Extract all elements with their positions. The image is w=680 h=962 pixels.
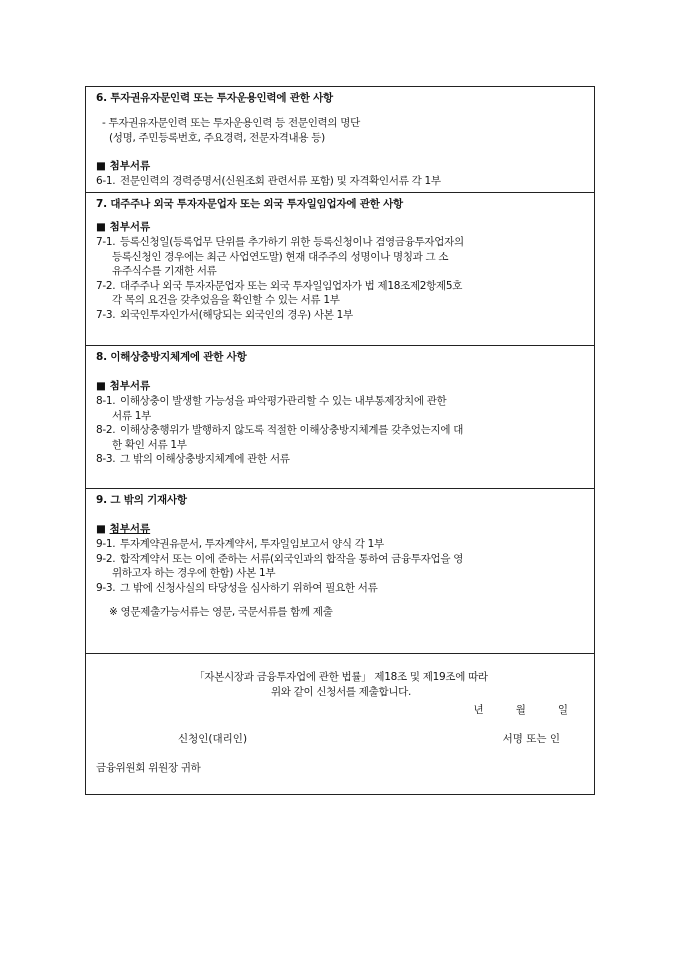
item-number: 9-1. — [96, 538, 116, 550]
section-6-line: - 투자권유자문인력 또는 투자운용인력 등 전문인력의 명단 — [102, 117, 360, 129]
item-text: 대주주나 외국 투자자문업자 또는 외국 투자일임업자가 법 제18조제2항제5호 — [120, 279, 463, 292]
attachments-label: 첨부서류 — [109, 523, 151, 535]
item-text: 그 밖의 이해상충방지체계에 관한 서류 — [120, 453, 290, 465]
attachments-header: ■ 첨부서류 — [96, 221, 151, 233]
item-text: 합작계약서 또는 이에 준하는 서류(외국인과의 합작을 통하여 금융투자업을 영 — [120, 552, 464, 565]
attachments-header: ■ 첨부서류 — [96, 160, 151, 172]
attachment-item — [96, 279, 586, 294]
section-6 — [86, 87, 594, 193]
section-9-title: 9. 그 밖의 기재사항 — [96, 494, 187, 506]
signature-line — [96, 732, 586, 747]
attachment-item — [96, 174, 586, 189]
section-9 — [86, 489, 594, 654]
item-number: 8-3. — [96, 453, 116, 465]
attachments-header: ■ 첨부서류 — [96, 523, 151, 535]
item-number: 8-2. — [96, 424, 116, 436]
signature-label: 서명 또는 인 — [502, 733, 560, 745]
item-text: 등록신청인 경우에는 최근 사업연도말) 현재 대주주의 성명이나 명칭과 그 소 — [112, 250, 449, 263]
attachment-item — [96, 394, 586, 409]
attachment-item — [96, 537, 586, 552]
attachments-label: 첨부서류 — [109, 380, 151, 392]
application-form — [85, 86, 595, 795]
applicant-label: 신청인(대리인) — [178, 733, 248, 745]
section-8-title: 8. 이해상충방지체계에 관한 사항 — [96, 351, 247, 363]
date-line — [96, 703, 586, 718]
item-number: 9-2. — [96, 552, 116, 565]
item-text: 투자계약권유문서, 투자계약서, 투자일임보고서 양식 각 1부 — [120, 538, 384, 550]
section-7 — [86, 193, 594, 346]
attachments-header: ■ 첨부서류 — [96, 380, 151, 392]
closing-section — [86, 654, 594, 794]
submission-statement: 위와 같이 신청서를 제출합니다. — [270, 685, 412, 698]
item-number: 8-1. — [96, 395, 116, 407]
item-number: 7-1. — [96, 236, 116, 248]
item-number: 6-1. — [96, 175, 116, 187]
item-number: 9-3. — [96, 581, 116, 594]
item-number: 7-2. — [96, 279, 116, 292]
item-text: 이해상충행위가 발행하지 않도록 적절한 이해상충방지체계를 갖추었는지에 대 — [120, 424, 464, 436]
item-text: 위하고자 하는 경우에 한함) 사본 1부 — [112, 567, 276, 579]
section-8 — [86, 346, 594, 489]
section-7-title: 7. 대주주나 외국 투자자문업자 또는 외국 투자일임업자에 관한 사항 — [96, 198, 403, 210]
attachment-item — [96, 452, 586, 467]
item-text: 서류 1부 — [112, 409, 151, 422]
year-label: 년 — [473, 704, 484, 716]
attachment-item — [96, 581, 586, 596]
item-text: 이해상충이 발생할 가능성을 파악평가관리할 수 있는 내부통제장치에 관한 — [120, 395, 447, 407]
legal-basis: 「자본시장과 금융투자업에 관한 법률」 제18조 및 제19조에 따라 — [194, 671, 488, 683]
month-label: 월 — [515, 704, 526, 716]
item-text: 각 목의 요건을 갖추었음을 확인할 수 있는 서류 1부 — [112, 294, 340, 306]
attachment-item — [96, 552, 586, 567]
attachments-label: 첨부서류 — [109, 221, 151, 233]
item-number: 7-3. — [96, 308, 116, 321]
attachment-item — [96, 423, 586, 438]
item-text: 그 밖에 신청사실의 타당성을 심사하기 위하여 필요한 서류 — [120, 581, 378, 594]
footnote: ※ 영문제출가능서류는 영문, 국문서류를 함께 제출 — [109, 606, 333, 618]
attachments-label: 첨부서류 — [109, 160, 151, 172]
item-text: 유주식수를 기재한 서류 — [112, 265, 217, 277]
item-text: 한 확인 서류 1부 — [112, 438, 187, 451]
section-6-line: (성명, 주민등록번호, 주요경력, 전문자격내용 등) — [109, 131, 325, 144]
attachment-item — [96, 235, 586, 250]
section-6-title: 6. 투자권유자문인력 또는 투자운용인력에 관한 사항 — [96, 92, 333, 104]
day-label: 일 — [557, 704, 568, 716]
addressee: 금융위원회 위원장 귀하 — [96, 762, 201, 774]
item-text: 등록신청일(등록업무 단위를 추가하기 위한 등록신청이나 겸영금융투자업자의 — [120, 236, 464, 248]
item-text: 외국인투자인가서(해당되는 외국인의 경우) 사본 1부 — [120, 308, 353, 321]
item-text: 전문인력의 경력증명서(신원조회 관련서류 포함) 및 자격확인서류 각 1부 — [120, 175, 441, 187]
attachment-item — [96, 308, 586, 323]
